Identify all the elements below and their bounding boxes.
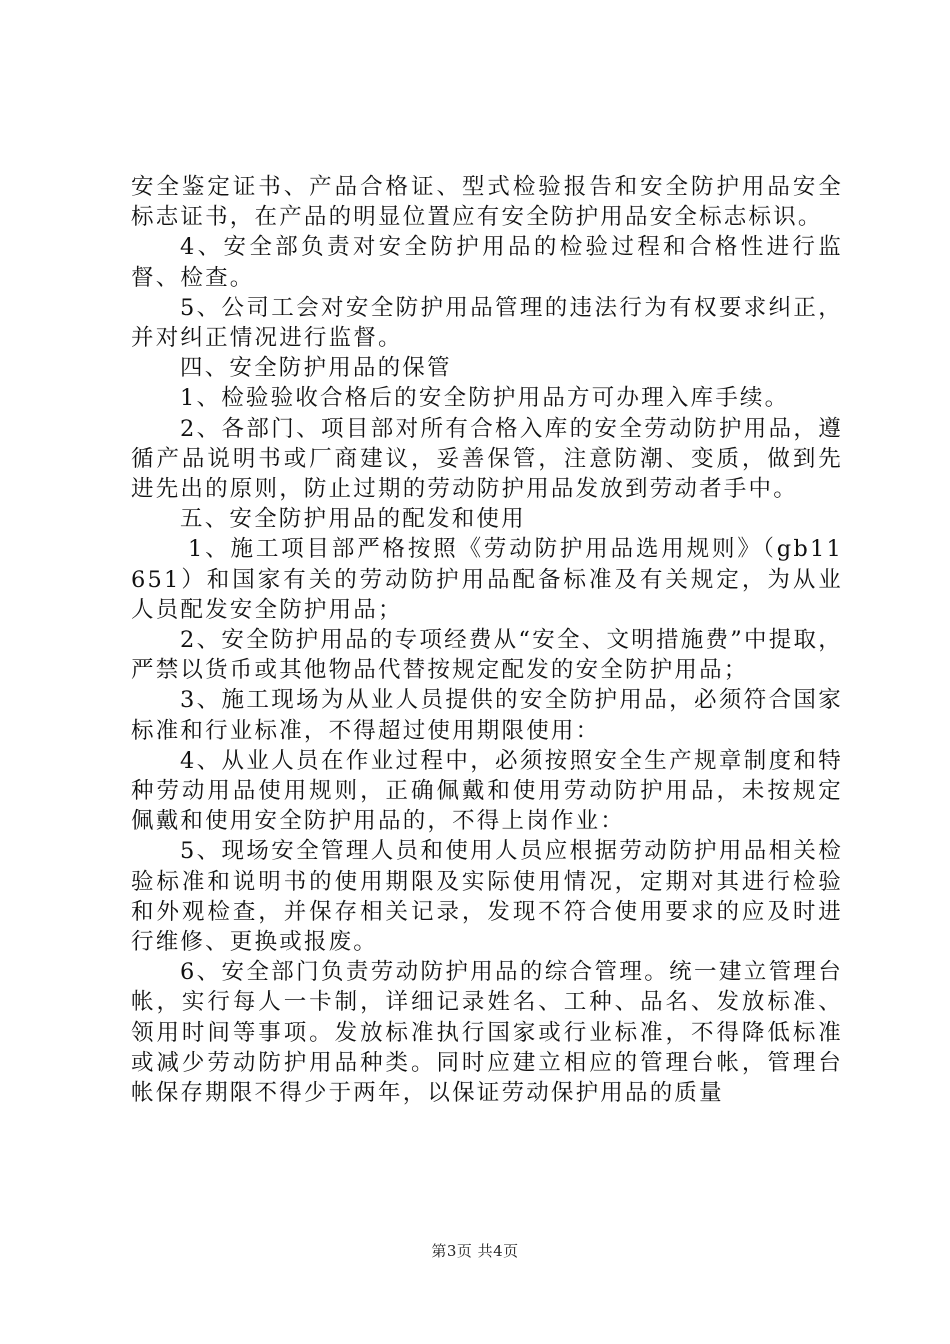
page-number-footer: 第3页 共4页 xyxy=(431,1242,519,1260)
paragraph-distribution-item-4: 4、从业人员在作业过程中，必须按照安全生产规章制度和特种劳动用品使用规则，正确佩戴和使用劳动防护用品，未按规定佩戴和使用安全防护用品的，不得上岗作业： xyxy=(131,747,843,835)
paragraph-continued: 安全鉴定证书、产品合格证、型式检验报告和安全防护用品安全标志证书，在产品的明显位置应有安全防护用品安全标志标识。 xyxy=(131,174,843,231)
paragraph-distribution-item-3: 3、施工现场为从业人员提供的安全防护用品，必须符合国家标准和行业标准，不得超过使用期限使用： xyxy=(131,687,843,744)
paragraph-distribution-item-1: 1、施工项目部严格按照《劳动防护用品选用规则》（gb11651）和国家有关的劳动防护用品配备标准及有关规定，为从业人员配发安全防护用品； xyxy=(131,536,843,623)
paragraph-item-4-inspection: 4、安全部负责对安全防护用品的检验过程和合格性进行监督、检查。 xyxy=(131,234,843,291)
paragraph-storage-item-2: 2、各部门、项目部对所有合格入库的安全劳动防护用品，遵循产品说明书或厂商建议，妥善保管，注意防潮、变质，做到先进先出的原则，防止过期的劳动防护用品发放到劳动者手中。 xyxy=(131,415,843,503)
section-heading-storage: 四、安全防护用品的保管 xyxy=(180,355,452,382)
paragraph-storage-item-1: 1、检验验收合格后的安全防护用品方可办理入库手续。 xyxy=(180,385,790,412)
document-body xyxy=(131,172,843,1108)
paragraph-distribution-item-2: 2、安全防护用品的专项经费从“安全、文明措施费”中提取，严禁以货币或其他物品代替按规定配发的安全防护用品； xyxy=(131,627,843,684)
paragraph-distribution-item-6: 6、安全部门负责劳动防护用品的综合管理。统一建立管理台帐，实行每人一卡制，详细记录姓名、工种、品名、发放标准、领用时间等事项。发放标准执行国家或行业标准，不得降低标准或减少劳动防护用品种类。同时应建立相应的管理台帐，管理台帐保存期限不得少于两年，以保证劳动保护用品的质量 xyxy=(131,959,843,1107)
paragraph-distribution-item-5: 5、现场安全管理人员和使用人员应根据劳动防护用品相关检验标准和说明书的使用期限及实际使用情况，定期对其进行检验和外观检查，并保存相关记录，发现不符合使用要求的应及时进行维修、更换或报废。 xyxy=(131,838,843,956)
paragraph-item-5-union: 5、公司工会对安全防护用品管理的违法行为有权要求纠正，并对纠正情况进行监督。 xyxy=(131,294,843,352)
section-heading-distribution: 五、安全防护用品的配发和使用 xyxy=(180,506,526,533)
